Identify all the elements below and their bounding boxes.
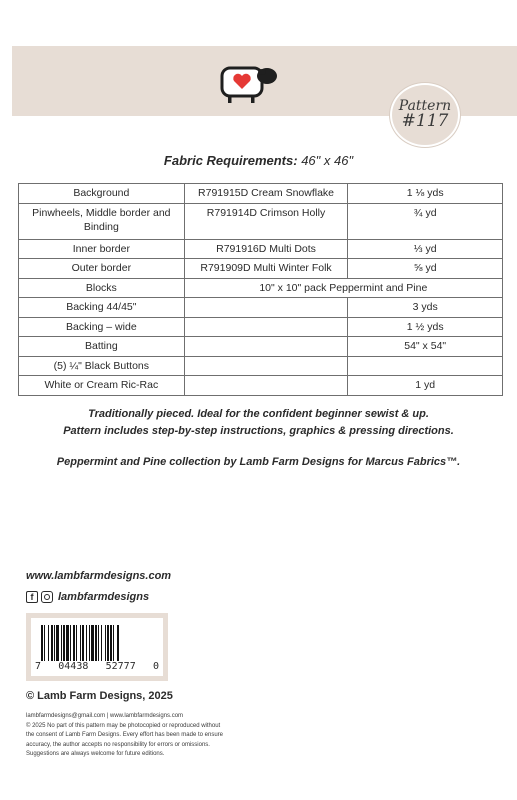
table-row (19, 356, 503, 376)
social-links (26, 591, 149, 603)
table-row (19, 278, 503, 298)
amount-cell (348, 356, 503, 376)
fabric-cell: R791916D Multi Dots (184, 239, 348, 259)
fabric-requirements-title (0, 153, 517, 168)
item-cell: White or Cream Ric-Rac (19, 376, 185, 396)
barcode-bar (82, 625, 84, 661)
website-link[interactable]: www.lambfarmdesigns.com (26, 570, 172, 582)
barcode-bar (95, 625, 97, 661)
amount-cell: 1 ⅛ yds (348, 184, 503, 204)
table-row (19, 337, 503, 357)
item-cell: Outer border (19, 259, 185, 279)
barcode-bar (73, 625, 75, 661)
fine-print-line: © 2025 No part of this pattern may be photocopied or reproduced without (26, 722, 221, 729)
fabric-cell (184, 317, 348, 337)
fabric-cell (184, 298, 348, 318)
barcode-digit-group: 04438 (58, 661, 89, 672)
barcode-bars (41, 625, 153, 665)
quilt-size: 46" x 46" (301, 153, 354, 168)
item-cell: Inner border (19, 239, 185, 259)
fabric-cell: R791914D Crimson Holly (184, 203, 348, 239)
barcode-bar (56, 625, 59, 661)
barcode-bar (107, 625, 109, 661)
fine-print-line: lambfarmdesigns@gmail.com | www.lambfarmdesigns.com (26, 713, 184, 719)
pattern-badge (390, 83, 460, 147)
table-row (19, 239, 503, 259)
barcode-bar (44, 625, 45, 661)
description-line: Traditionally pieced. Ideal for the confident beginner sewist & up. (88, 408, 429, 420)
barcode-digit-group: 7 (35, 661, 42, 672)
item-cell: Background (19, 184, 185, 204)
fine-print-line: Suggestions are always welcome for future editions. (26, 751, 165, 758)
barcode-bar (105, 625, 106, 661)
amount-cell: 1 yd (348, 376, 503, 396)
fabric-cell (184, 337, 348, 357)
facebook-icon[interactable]: f (26, 591, 38, 603)
barcode-bar (63, 625, 65, 661)
barcode-number (35, 661, 159, 672)
social-handle[interactable]: lambfarmdesigns (58, 591, 150, 603)
fabric-cell: 10" x 10" pack Peppermint and Pine (184, 278, 502, 298)
item-cell: Backing – wide (19, 317, 185, 337)
barcode-bar (91, 625, 94, 661)
fabric-requirements-table (18, 183, 503, 396)
item-cell: Blocks (19, 278, 185, 298)
fabric-cell: R791909D Multi Winter Folk (184, 259, 348, 279)
item-cell: Batting (19, 337, 185, 357)
fabric-title-label: Fabric Requirements: (163, 153, 298, 168)
barcode-bar (113, 625, 114, 661)
description-line: Pattern includes step-by-step instructions, graphics & pressing directions. (63, 425, 454, 437)
amount-cell: ¾ yd (348, 203, 503, 239)
barcode-bar (110, 625, 112, 661)
pattern-description (0, 406, 517, 440)
fabric-cell (184, 356, 348, 376)
table-row (19, 184, 503, 204)
item-cell: (5) ¼" Black Buttons (19, 356, 185, 376)
barcode-bar (70, 625, 71, 661)
amount-cell: ⅝ yd (348, 259, 503, 279)
fine-print (26, 712, 296, 760)
fabric-cell: R791915D Cream Snowflake (184, 184, 348, 204)
barcode-bar (41, 625, 43, 661)
fine-print-line: the consent of Lamb Farm Designs. Every effort has been made to ensure (26, 732, 223, 739)
barcode-digit-group: 0 (152, 661, 159, 672)
sheep-heart-icon (218, 62, 278, 104)
amount-cell: 1 ½ yds (348, 317, 503, 337)
instagram-icon[interactable] (41, 591, 53, 603)
item-cell: Pinwheels, Middle border and Binding (19, 203, 185, 239)
table-row (19, 376, 503, 396)
barcode-bar (76, 625, 77, 661)
barcode-bar (89, 625, 90, 661)
fabric-cell (184, 376, 348, 396)
barcode-bar (51, 625, 53, 661)
copyright: © Lamb Farm Designs, 2025 (26, 690, 173, 702)
barcode-panel (31, 618, 163, 676)
item-cell: Backing 44/45" (19, 298, 185, 318)
table-row (19, 317, 503, 337)
barcode-bar (48, 625, 49, 661)
barcode-bar (101, 625, 102, 661)
barcode-bar (54, 625, 55, 661)
amount-cell: 3 yds (348, 298, 503, 318)
pattern-number: #117 (401, 111, 449, 132)
barcode-bar (86, 625, 87, 661)
barcode-digit-group: 52777 (105, 661, 136, 672)
collection-credit: Peppermint and Pine collection by Lamb Farm Designs for Marcus Fabrics™. (56, 456, 461, 468)
fine-print-line: accuracy, the author accepts no responsibility for errors or omissions. (26, 741, 210, 748)
badge-label: Pattern (398, 97, 452, 114)
barcode-bar (66, 625, 69, 661)
table-row (19, 298, 503, 318)
barcode-bar (61, 625, 62, 661)
table-row (19, 259, 503, 279)
barcode-bar (117, 625, 119, 661)
table-row (19, 203, 503, 239)
barcode (26, 613, 168, 681)
barcode-bar (80, 625, 81, 661)
amount-cell: ⅓ yd (348, 239, 503, 259)
barcode-bar (98, 625, 99, 661)
amount-cell: 54" x 54" (348, 337, 503, 357)
